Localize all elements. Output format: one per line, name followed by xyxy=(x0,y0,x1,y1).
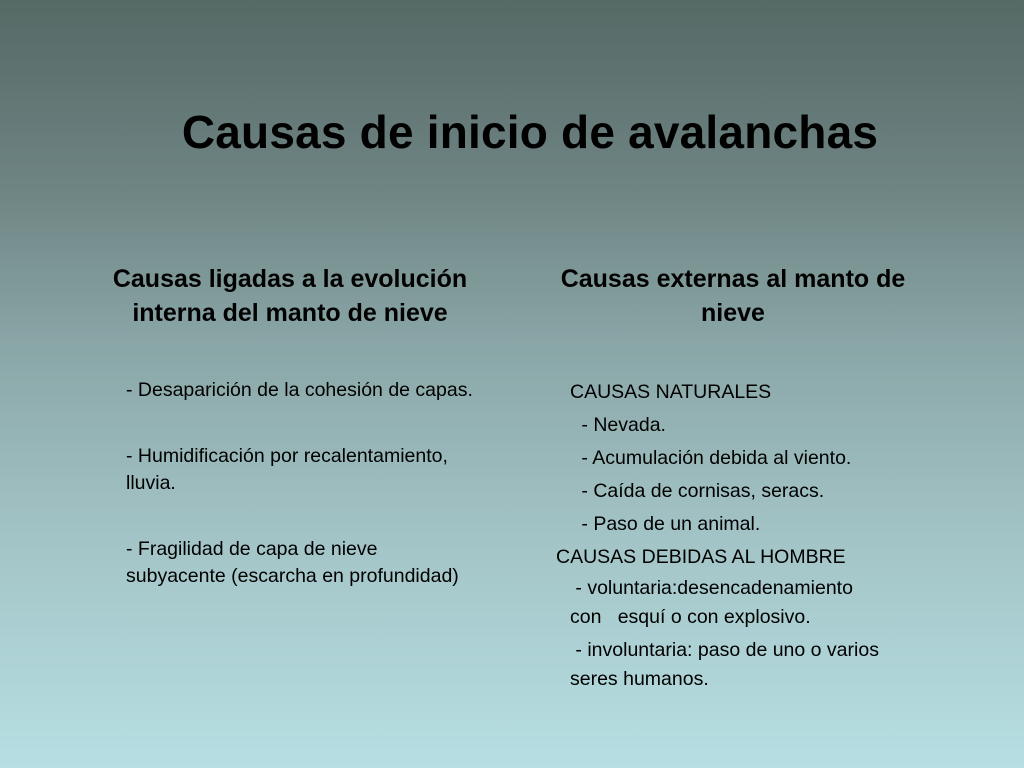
human-item-1-line-2: con esquí o con explosivo. xyxy=(570,606,811,628)
list-item xyxy=(556,574,956,632)
list-item: - Nevada. xyxy=(576,414,666,436)
right-cause-list xyxy=(556,376,956,698)
left-cause-list xyxy=(126,377,476,629)
left-heading-line-2: interna del manto de nieve xyxy=(132,299,448,327)
human-item-2-line-1: - involuntaria: paso de uno o varios xyxy=(570,639,879,661)
list-item: - Desaparición de la cohesión de capas. xyxy=(126,379,473,401)
right-heading-line-2: nieve xyxy=(701,299,765,327)
right-heading-line-1: Causas externas al manto de xyxy=(560,265,906,293)
slide-title: Causas de inicio de avalanchas xyxy=(181,106,879,158)
list-item: - Paso de un animal. xyxy=(576,513,761,535)
right-column-heading xyxy=(528,262,938,330)
left-column-heading xyxy=(80,262,500,330)
natural-causes-label: CAUSAS NATURALES xyxy=(570,381,772,403)
human-item-1-line-1: - voluntaria:desencadenamiento xyxy=(570,577,853,599)
list-item: - Fragilidad de capa de nieve subyacente (escarcha en profundidad) xyxy=(126,538,459,587)
list-item: - Acumulación debida al viento. xyxy=(576,447,852,469)
list-item: - Caída de cornisas, seracs. xyxy=(576,480,825,502)
left-heading-line-1: Causas ligadas a la evolución xyxy=(112,265,468,293)
list-item xyxy=(556,636,956,694)
human-item-2-line-2: seres humanos. xyxy=(570,668,709,690)
list-item: - Humidificación por recalentamiento, lluvia. xyxy=(126,445,448,494)
human-causes-label: CAUSAS DEBIDAS AL HOMBRE xyxy=(556,546,846,568)
